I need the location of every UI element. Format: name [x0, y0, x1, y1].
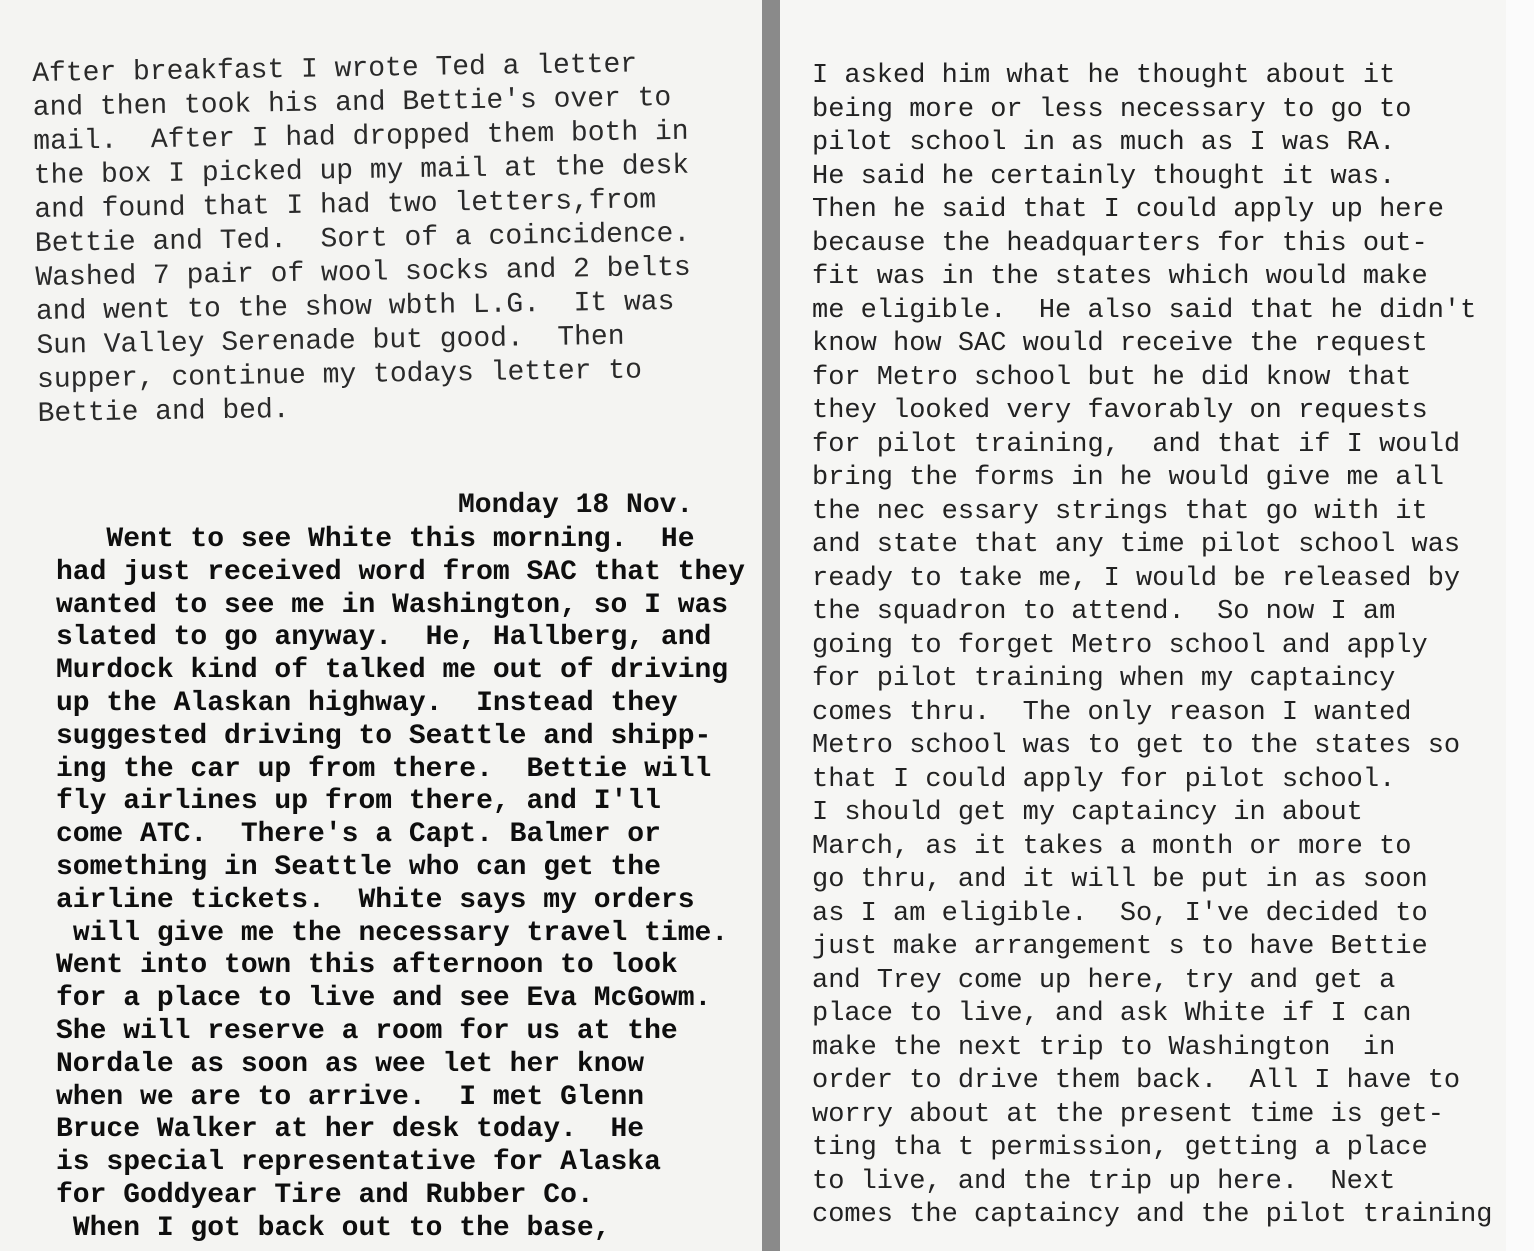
text-line: supper, continue my todays letter to: [36, 355, 643, 396]
text-line: ready to take me, I would be released by: [812, 563, 1461, 594]
text-line: fly airlines up from there, and I'll: [56, 786, 661, 818]
text-line: that I could apply for pilot school.: [812, 764, 1396, 795]
text-line: Bruce Walker at her desk today. He: [56, 1114, 645, 1146]
text-line: something in Seattle who can get the: [56, 851, 661, 883]
text-line: When I got back out to the base,: [56, 1212, 611, 1244]
text-line: wanted to see me in Washington, so I was: [56, 589, 729, 621]
text-line: when we are to arrive. I met Glenn: [56, 1081, 645, 1113]
text-line: because the headquarters for this out-: [812, 228, 1428, 259]
text-line: going to forget Metro school and apply: [812, 630, 1428, 661]
text-line: being more or less necessary to go to: [812, 94, 1412, 125]
text-line: slated to go anyway. He, Hallberg, and: [56, 622, 712, 654]
text-line: mail. After I had dropped them both in: [33, 116, 689, 158]
text-line: go thru, and it will be put in as soon: [812, 865, 1428, 895]
text-line: for a place to live and see Eva McGowm.: [56, 983, 712, 1015]
text-line: and found that I had two letters,from: [34, 185, 657, 226]
text-line: Went into town this afternoon to look: [56, 950, 678, 982]
text-line: Metro school was to get to the states so: [812, 731, 1461, 761]
text-line: and went to the show wbth L.G. It was: [35, 286, 675, 328]
text-line: just make arrangement s to have Bettie: [812, 932, 1428, 962]
text-line: make the next trip to Washington in: [812, 1032, 1396, 1063]
text-line: and Trey come up here, try and get a: [812, 965, 1396, 996]
text-line: for Goddyear Tire and Rubber Co.: [56, 1179, 594, 1211]
text-line: had just received word from SAC that they: [56, 556, 745, 588]
text-line: come ATC. There's a Capt. Balmer or: [56, 819, 661, 851]
right-page: [780, 0, 1506, 1251]
text-line: the box I picked up my mail at the desk: [33, 150, 690, 192]
text-line: airline tickets. White says my orders: [56, 884, 695, 916]
text-line: to live, and the trip up here. Next: [812, 1166, 1396, 1197]
text-line: ing the car up from there. Bettie will: [56, 753, 712, 785]
text-line: Sun Valley Serenade but good. Then: [36, 321, 625, 362]
text-line: as I am eligible. So, I've decided to: [812, 898, 1428, 929]
text-line: they looked very favorably on requests: [812, 396, 1428, 426]
text-line: He said he certainly thought it was.: [812, 161, 1396, 192]
text-line: Bettie and Ted. Sort of a coincidence.: [34, 218, 691, 260]
text-line: comes thru. The only reason I wanted: [812, 697, 1412, 728]
text-line: and state that any time pilot school was: [812, 530, 1461, 560]
right-page-text: [812, 60, 1504, 1233]
text-line: me eligible. He also said that he didn't: [812, 295, 1477, 326]
text-line: After breakfast I wrote Ted a letter: [32, 49, 638, 90]
text-line: pilot school in as much as I was RA.: [812, 128, 1396, 158]
left-page: [0, 0, 762, 1251]
top-paragraph: [32, 47, 748, 432]
text-line: fit was in the states which would make: [812, 262, 1428, 292]
text-line: suggested driving to Seattle and shipp-: [56, 720, 712, 752]
text-line: is special representative for Alaska: [56, 1147, 661, 1179]
text-line: know how SAC would receive the request: [812, 329, 1428, 359]
text-line: worry about at the present time is get-: [812, 1099, 1444, 1130]
entry-date: Monday 18 Nov.: [458, 490, 694, 521]
text-line: I should get my captaincy in about: [812, 798, 1363, 828]
text-line: ting tha t permission, getting a place: [812, 1133, 1428, 1163]
text-line: for pilot training, and that if I would: [812, 429, 1461, 460]
text-line: Nordale as soon as wee let her know: [56, 1048, 645, 1080]
diary-entry: [56, 524, 756, 1246]
text-line: the squadron to attend. So now I am: [812, 597, 1396, 627]
text-line: and then took his and Bettie's over to: [32, 82, 672, 124]
text-line: bring the forms in he would give me all: [812, 463, 1444, 493]
text-line: comes the captaincy and the pilot training: [812, 1200, 1493, 1230]
text-line: March, as it takes a month or more to: [812, 831, 1412, 862]
text-line: Went to see White this morning. He: [56, 524, 695, 555]
text-line: place to live, and ask White if I can: [812, 999, 1412, 1029]
text-line: up the Alaskan highway. Instead they: [56, 687, 678, 719]
text-line: the nec essary strings that go with it: [812, 496, 1428, 527]
text-line: order to drive them back. All I have to: [812, 1066, 1461, 1096]
text-line: She will reserve a room for us at the: [56, 1015, 678, 1047]
text-line: will give me the necessary travel time.: [56, 917, 729, 949]
text-line: I asked him what he thought about it: [812, 61, 1396, 91]
text-line: Murdock kind of talked me out of driving: [56, 655, 729, 687]
page-edge: [1506, 0, 1534, 1251]
text-line: for pilot training when my captaincy: [812, 664, 1396, 694]
text-line: for Metro school but he did know that: [812, 362, 1412, 393]
text-line: Washed 7 pair of wool socks and 2 belts: [35, 252, 691, 294]
text-line: Then he said that I could apply up here: [812, 195, 1444, 225]
text-line: Bettie and bed.: [37, 394, 290, 430]
